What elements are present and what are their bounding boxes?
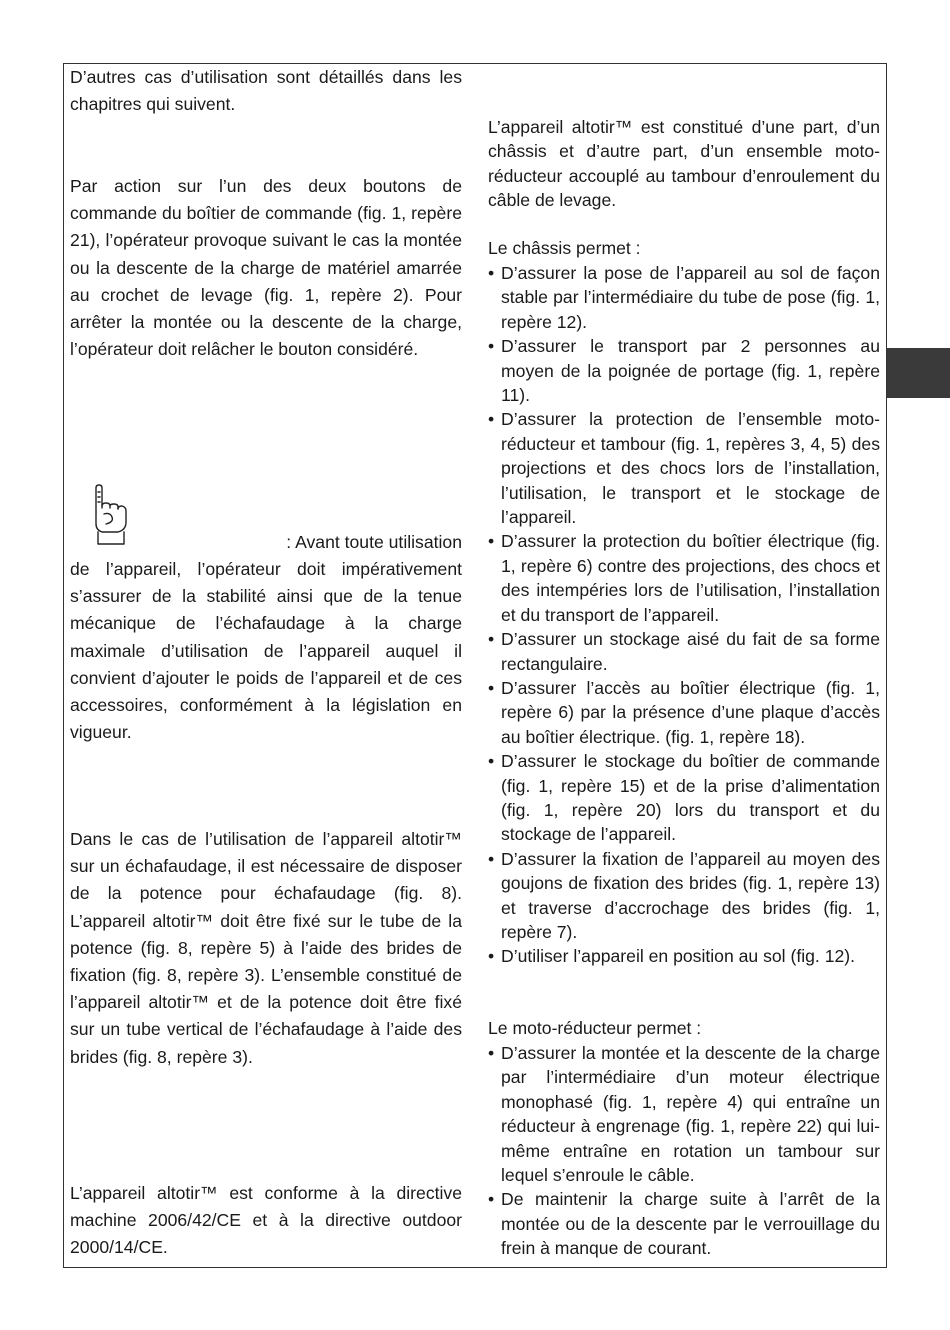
chassis-list	[488, 261, 880, 969]
list-item: • D’assurer un stockage aisé du fait de sa forme rectangulaire.	[488, 627, 880, 676]
list-item: • De maintenir la charge suite à l’arrêt de la montée ou de la descente par le verrouillage du frein à manque de courant.	[488, 1187, 880, 1260]
note-paragraph: de l’appareil, l’opérateur doit impérativement s’assurer de la stabilité ainsi que de la tenue mécanique de l’échafaudage à la charge maximale d’utilisation de l’appareil auquel il convient d’ajouter le poids de l’appareil et de ces accessoires, conformément à la législation en vigueur.	[70, 559, 462, 743]
chassis-heading: Le châssis permet :	[488, 238, 641, 258]
directive-paragraph: L’appareil altotir™ est conforme à la directive machine 2006/42/CE et à la directive outdoor 2000/14/CE.	[70, 1183, 462, 1258]
list-item: • D’assurer la pose de l’appareil au sol de façon stable par l’intermédiaire du tube de pose (fig. 1, repère 12).	[488, 261, 880, 334]
moto-list	[488, 1041, 880, 1261]
note-lead-text: : Avant toute utilisation	[286, 532, 462, 552]
list-item: • D’assurer la fixation de l’appareil au moyen des goujons de fixation des brides (fig. 1, repère 13) et traverse d’accrochage des brides (fig. 1, repère 7).	[488, 847, 880, 945]
list-item: • D’assurer la montée et la descente de la charge par l’intermédiaire d’un moteur électrique monophasé (fig. 1, repère 4) qui entraîne un réducteur à engrenage (fig. 1, repère 22) qui lui-même entraîne en rotation un tambour sur lequel s’enroule le câble.	[488, 1041, 880, 1187]
moto-heading: Le moto-réducteur permet :	[488, 1018, 702, 1038]
intro-paragraph: D’autres cas d’utilisation sont détaillés dans les chapitres qui suivent.	[70, 67, 462, 115]
commande-paragraph: Par action sur l’un des deux boutons de commande du boîtier de commande (fig. 1, repère 21), l’opérateur provoque suivant le cas la montée ou la descente de la charge de matériel amarrée au crochet de levage (fig. 1, repère 2). Pour arrêter la montée ou la descente de la charge, l’opérateur doit relâcher le bouton considéré.	[70, 176, 462, 360]
chapter-tab-marker	[887, 348, 950, 398]
echafaudage-paragraph: Dans le cas de l’utilisation de l’appareil altotir™ sur un échafaudage, il est nécessaire de disposer de la potence pour échafaudage (fig. 8). L’appareil altotir™ doit être fixé sur le tube de la potence (fig. 8, repère 5) à l’aide des brides de fixation (fig. 8, repère 3). L’ensemble constitué de l’appareil altotir™ et de la potence doit être fixé sur un tube vertical de l’échafaudage à l’aide des brides (fig. 8, repère 3).	[70, 829, 462, 1067]
list-item: • D’assurer le stockage du boîtier de commande (fig. 1, repère 15) et de la prise d’alimentation (fig. 1, repère 20) lors du transport et du stockage de l’appareil.	[488, 749, 880, 847]
list-item: • D’assurer la protection de l’ensemble moto-réducteur et tambour (fig. 1, repères 3, 4, 5) des projections et des chocs lors de l’installation, l’utilisation, le transport et le stockage de l’appareil.	[488, 407, 880, 529]
constitution-paragraph: L’appareil altotir™ est constitué d’une part, d’un châssis et d’autre part, d’un ensemble moto-réducteur accouplé au tambour d’enroulement du câble de levage.	[488, 117, 880, 211]
list-item: • D’assurer la protection du boîtier électrique (fig. 1, repère 6) contre des projections, des chocs et des intempéries lors de l’utilisation, l’installation et du transport de l’appareil.	[488, 529, 880, 627]
list-item: • D’assurer l’accès au boîtier électrique (fig. 1, repère 6) par la présence d’une plaque d’accès au boîtier électrique. (fig. 1, repère 18).	[488, 676, 880, 749]
list-item: • D’assurer le transport par 2 personnes au moyen de la poignée de portage (fig. 1, repère 11).	[488, 334, 880, 407]
list-item: • D’utiliser l’appareil en position au sol (fig. 12).	[488, 944, 880, 968]
